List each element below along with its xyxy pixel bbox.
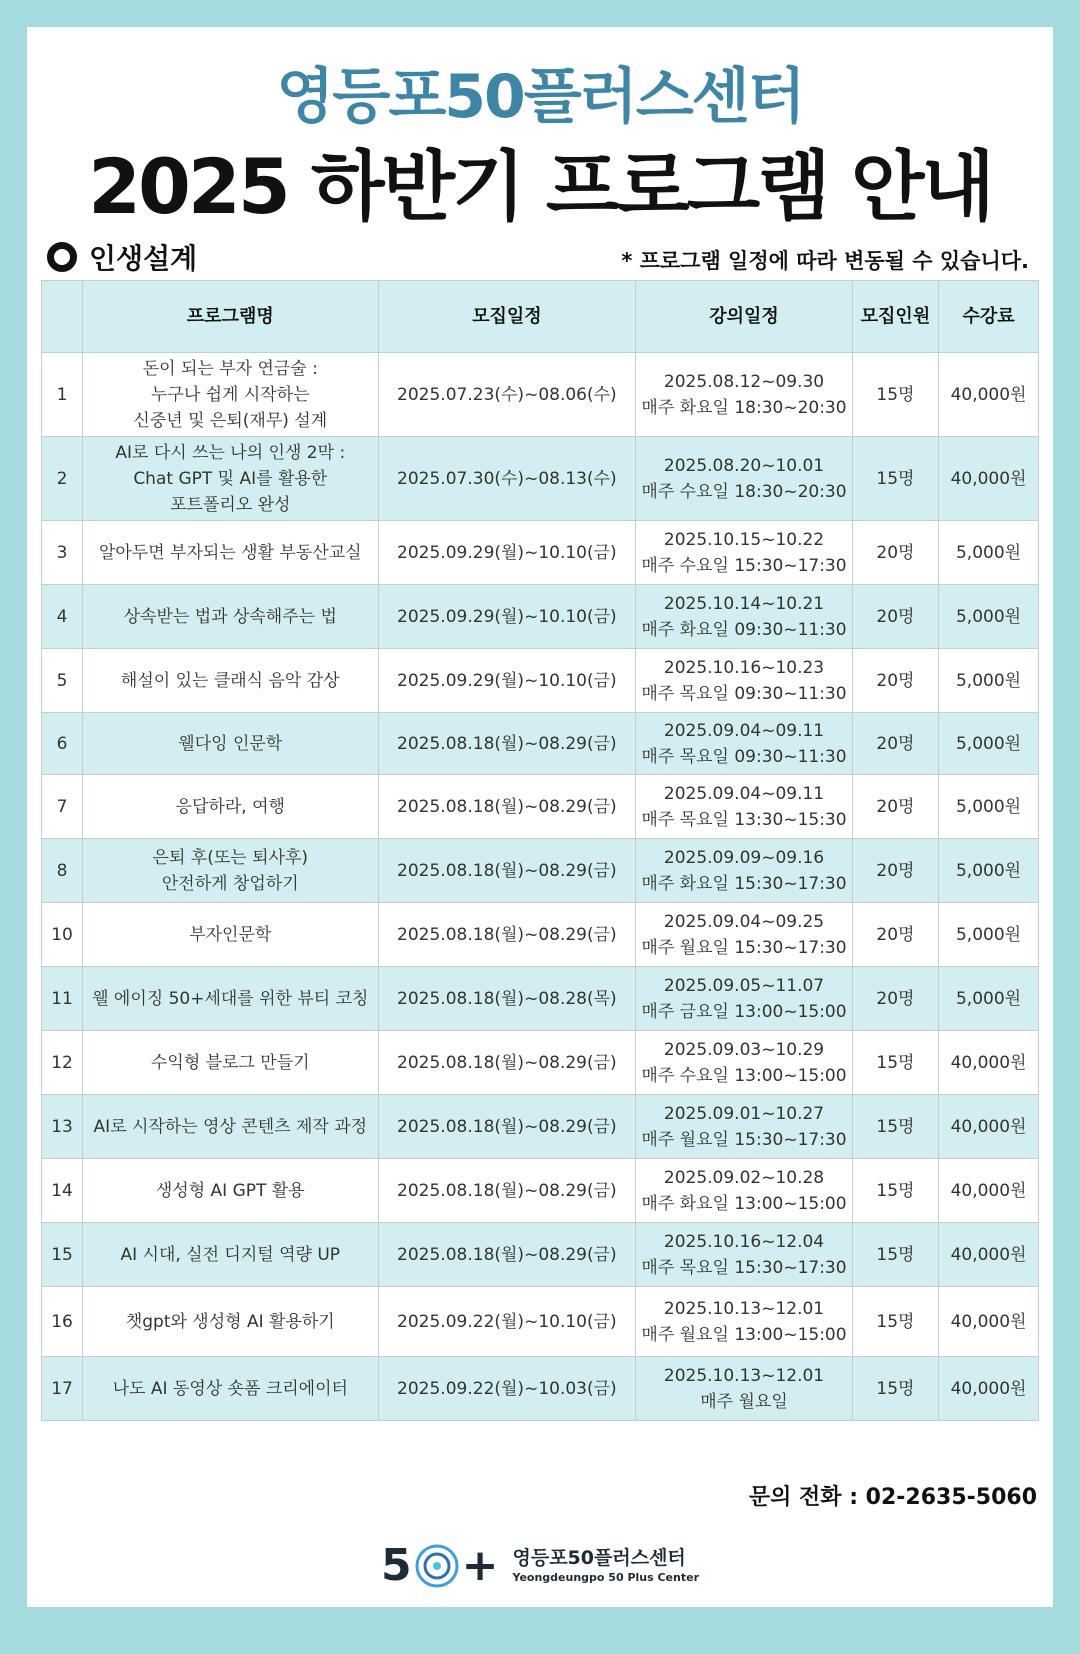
cell-fee: 40,000원 [939,353,1039,437]
cell-lecture-schedule [636,1031,853,1095]
cell-program-name-line: 부자인문학 [189,924,272,945]
table-row [42,775,1039,839]
table-row [42,585,1039,649]
logo-text [513,1546,700,1586]
cell-lecture-schedule-line: 2025.10.16~12.04 [663,1231,825,1252]
cell-lecture-schedule-line: 매주 수요일 18:30~20:30 [641,481,847,502]
cell-lecture-schedule [636,585,853,649]
cell-no: 14 [42,1159,83,1223]
cell-lecture-schedule [636,353,853,437]
cell-capacity: 20명 [852,585,938,649]
cell-lecture-schedule-line: 2025.10.16~10.23 [663,657,825,678]
cell-lecture-schedule [636,649,853,713]
cell-program-name-line: 나도 AI 동영상 숏폼 크리에이터 [112,1378,348,1399]
cell-program-name-line: AI로 다시 쓰는 나의 인생 2막 : [115,442,346,463]
cell-lecture-schedule-line: 2025.08.12~09.30 [663,371,825,392]
cell-lecture-schedule [636,1223,853,1287]
cell-program-name-line: 수익형 블로그 만들기 [150,1052,310,1073]
cell-lecture-schedule-line: 매주 월요일 13:00~15:00 [641,1324,847,1345]
cell-capacity: 20명 [852,649,938,713]
cell-no: 16 [42,1287,83,1357]
header-recruit-schedule: 모집일정 [378,281,636,353]
cell-lecture-schedule [636,1095,853,1159]
cell-lecture-schedule-line: 매주 화요일 18:30~20:30 [641,397,847,418]
cell-program-name-line: AI로 시작하는 영상 콘텐츠 제작 과정 [93,1116,368,1137]
cell-fee: 5,000원 [939,775,1039,839]
cell-capacity: 15명 [852,1159,938,1223]
cell-lecture-schedule [636,437,853,521]
section-heading [47,237,197,277]
cell-program-name [83,1095,379,1159]
cell-no: 10 [42,903,83,967]
table-row [42,839,1039,903]
cell-no: 13 [42,1095,83,1159]
cell-lecture-schedule [636,903,853,967]
cell-program-name-line: 웰다잉 인문학 [178,733,283,754]
cell-no: 6 [42,713,83,775]
cell-capacity: 15명 [852,353,938,437]
cell-lecture-schedule [636,839,853,903]
cell-lecture-schedule [636,775,853,839]
cell-lecture-schedule-line: 2025.09.03~10.29 [663,1039,825,1060]
cell-program-name [83,1357,379,1421]
cell-recruit-schedule: 2025.09.22(월)~10.10(금) [378,1287,636,1357]
cell-lecture-schedule-line: 2025.10.13~12.01 [663,1298,825,1319]
cell-program-name [83,713,379,775]
cell-program-name-line: 웰 에이징 50+세대를 위한 뷰티 코칭 [92,988,369,1009]
table-row [42,521,1039,585]
cell-lecture-schedule-line: 2025.08.20~10.01 [663,455,825,476]
program-table [41,280,1039,1421]
cell-lecture-schedule-line: 매주 화요일 15:30~17:30 [641,873,847,894]
cell-recruit-schedule: 2025.08.18(월)~08.29(금) [378,1223,636,1287]
table-header-row [42,281,1039,353]
footer-logo [27,1540,1053,1591]
table-row [42,1031,1039,1095]
cell-capacity: 15명 [852,1287,938,1357]
cell-recruit-schedule: 2025.08.18(월)~08.29(금) [378,713,636,775]
cell-program-name [83,1031,379,1095]
cell-fee: 40,000원 [939,1159,1039,1223]
cell-no: 1 [42,353,83,437]
cell-lecture-schedule-line: 매주 목요일 15:30~17:30 [641,1257,847,1278]
cell-lecture-schedule-line: 매주 월요일 15:30~17:30 [641,1129,847,1150]
cell-program-name [83,1223,379,1287]
cell-fee: 40,000원 [939,1357,1039,1421]
page-title: 2025 하반기 프로그램 안내 [88,142,992,231]
cell-capacity: 20명 [852,521,938,585]
cell-lecture-schedule-line: 매주 월요일 15:30~17:30 [641,937,847,958]
cell-capacity: 20명 [852,839,938,903]
cell-no: 5 [42,649,83,713]
cell-fee: 40,000원 [939,1223,1039,1287]
cell-capacity: 20명 [852,775,938,839]
cell-lecture-schedule-line: 2025.10.14~10.21 [663,593,825,614]
cell-capacity: 15명 [852,1223,938,1287]
table-row [42,1159,1039,1223]
cell-program-name [83,1287,379,1357]
logo-mark [381,1540,499,1591]
circle-bullet-icon [47,242,77,272]
table-row [42,437,1039,521]
cell-program-name-line: 누구나 쉽게 시작하는 [150,384,310,405]
cell-no: 2 [42,437,83,521]
center-name-title: 영등포50플러스센터 [276,62,804,132]
cell-lecture-schedule [636,521,853,585]
cell-recruit-schedule: 2025.08.18(월)~08.29(금) [378,903,636,967]
table-row [42,1095,1039,1159]
cell-capacity: 15명 [852,1031,938,1095]
cell-program-name-line: 응답하라, 여행 [175,796,285,817]
cell-recruit-schedule: 2025.08.18(월)~08.29(금) [378,839,636,903]
cell-lecture-schedule-line: 2025.09.01~10.27 [663,1103,825,1124]
cell-program-name [83,521,379,585]
cell-lecture-schedule-line: 2025.10.15~10.22 [663,529,825,550]
cell-recruit-schedule: 2025.08.18(월)~08.29(금) [378,775,636,839]
table-row [42,713,1039,775]
table-row [42,903,1039,967]
cell-capacity: 20명 [852,713,938,775]
cell-lecture-schedule [636,1287,853,1357]
cell-lecture-schedule-line: 매주 금요일 13:00~15:00 [641,1001,847,1022]
contact-phone: 문의 전화 : 02-2635-5060 [748,1485,1037,1510]
cell-no: 11 [42,967,83,1031]
logo-name-en: Yeongdeungpo 50 Plus Center [512,1570,699,1584]
cell-lecture-schedule-line: 2025.09.04~09.25 [663,911,825,932]
cell-no: 15 [42,1223,83,1287]
cell-program-name [83,839,379,903]
cell-program-name [83,649,379,713]
cell-lecture-schedule [636,1357,853,1421]
cell-recruit-schedule: 2025.08.18(월)~08.29(금) [378,1095,636,1159]
cell-program-name-line: 안전하게 창업하기 [161,873,299,894]
cell-fee: 5,000원 [939,839,1039,903]
target-ring-icon [414,1543,460,1589]
cell-fee: 5,000원 [939,713,1039,775]
cell-program-name-line: Chat GPT 및 AI를 활용한 [133,468,328,489]
cell-no: 12 [42,1031,83,1095]
cell-program-name-line: 돈이 되는 부자 연금술 : [142,358,318,379]
cell-no: 7 [42,775,83,839]
cell-lecture-schedule-line: 매주 월요일 [700,1391,788,1412]
cell-lecture-schedule [636,1159,853,1223]
cell-program-name [83,775,379,839]
cell-fee: 40,000원 [939,1095,1039,1159]
cell-program-name-line: 신중년 및 은퇴(재무) 설계 [133,410,328,431]
cell-recruit-schedule: 2025.09.29(월)~10.10(금) [378,521,636,585]
cell-program-name-line: 챗gpt와 생성형 AI 활용하기 [125,1311,335,1332]
cell-fee: 5,000원 [939,521,1039,585]
header-program-name: 프로그램명 [83,281,379,353]
cell-fee: 5,000원 [939,967,1039,1031]
schedule-notice: * 프로그램 일정에 따라 변동될 수 있습니다. [621,249,1029,273]
header-lecture-schedule: 강의일정 [636,281,853,353]
table-body [42,353,1039,1421]
cell-no: 4 [42,585,83,649]
table-row [42,649,1039,713]
cell-program-name [83,967,379,1031]
cell-program-name [83,437,379,521]
cell-fee: 5,000원 [939,903,1039,967]
cell-lecture-schedule-line: 매주 목요일 09:30~11:30 [641,746,847,767]
section-label: 인생설계 [89,242,198,275]
cell-capacity: 20명 [852,967,938,1031]
cell-capacity: 15명 [852,1357,938,1421]
cell-lecture-schedule-line: 매주 수요일 13:00~15:00 [641,1065,847,1086]
cell-recruit-schedule: 2025.08.18(월)~08.29(금) [378,1031,636,1095]
cell-lecture-schedule-line: 2025.09.04~09.11 [663,783,825,804]
cell-fee: 5,000원 [939,585,1039,649]
cell-program-name-line: 알아두면 부자되는 생활 부동산교실 [99,542,362,563]
header-no [42,281,83,353]
cell-lecture-schedule-line: 매주 화요일 13:00~15:00 [641,1193,847,1214]
cell-lecture-schedule-line: 2025.10.13~12.01 [663,1365,825,1386]
cell-lecture-schedule-line: 2025.09.05~11.07 [663,975,825,996]
cell-fee: 40,000원 [939,1031,1039,1095]
logo-name-ko: 영등포50플러스센터 [512,1546,686,1569]
table-row [42,1223,1039,1287]
cell-no: 8 [42,839,83,903]
cell-program-name [83,1159,379,1223]
cell-program-name [83,353,379,437]
cell-recruit-schedule: 2025.07.30(수)~08.13(수) [378,437,636,521]
cell-recruit-schedule: 2025.08.18(월)~08.28(목) [378,967,636,1031]
cell-no: 3 [42,521,83,585]
cell-capacity: 15명 [852,437,938,521]
logo-plus: + [461,1540,499,1591]
cell-lecture-schedule [636,967,853,1031]
cell-lecture-schedule-line: 매주 수요일 15:30~17:30 [641,555,847,576]
cell-recruit-schedule: 2025.07.23(수)~08.06(수) [378,353,636,437]
header-fee: 수강료 [939,281,1039,353]
table-row [42,967,1039,1031]
table-row [42,353,1039,437]
cell-capacity: 20명 [852,903,938,967]
logo-five: 5 [381,1540,412,1591]
poster [27,27,1053,1607]
cell-fee: 40,000원 [939,437,1039,521]
cell-recruit-schedule: 2025.08.18(월)~08.29(금) [378,1159,636,1223]
cell-lecture-schedule-line: 2025.09.02~10.28 [663,1167,825,1188]
cell-program-name [83,903,379,967]
cell-program-name-line: 생성형 AI GPT 활용 [155,1180,305,1201]
cell-fee: 5,000원 [939,649,1039,713]
cell-recruit-schedule: 2025.09.29(월)~10.10(금) [378,649,636,713]
cell-lecture-schedule-line: 2025.09.04~09.11 [663,720,825,741]
table-row [42,1357,1039,1421]
table-row [42,1287,1039,1357]
cell-program-name [83,585,379,649]
cell-program-name-line: 포트폴리오 완성 [170,494,291,515]
cell-lecture-schedule-line: 2025.09.09~09.16 [663,847,825,868]
cell-lecture-schedule-line: 매주 화요일 09:30~11:30 [641,619,847,640]
cell-recruit-schedule: 2025.09.22(월)~10.03(금) [378,1357,636,1421]
cell-lecture-schedule-line: 매주 목요일 09:30~11:30 [641,683,847,704]
header-capacity: 모집인원 [852,281,938,353]
cell-program-name-line: 은퇴 후(또는 퇴사후) [152,847,308,868]
cell-lecture-schedule-line: 매주 목요일 13:30~15:30 [641,809,847,830]
cell-lecture-schedule [636,713,853,775]
cell-program-name-line: 해설이 있는 클래식 음악 감상 [120,670,340,691]
cell-program-name-line: AI 시대, 실전 디지털 역량 UP [120,1244,341,1265]
cell-capacity: 15명 [852,1095,938,1159]
cell-no: 17 [42,1357,83,1421]
cell-fee: 40,000원 [939,1287,1039,1357]
cell-program-name-line: 상속받는 법과 상속해주는 법 [123,606,337,627]
cell-recruit-schedule: 2025.09.29(월)~10.10(금) [378,585,636,649]
